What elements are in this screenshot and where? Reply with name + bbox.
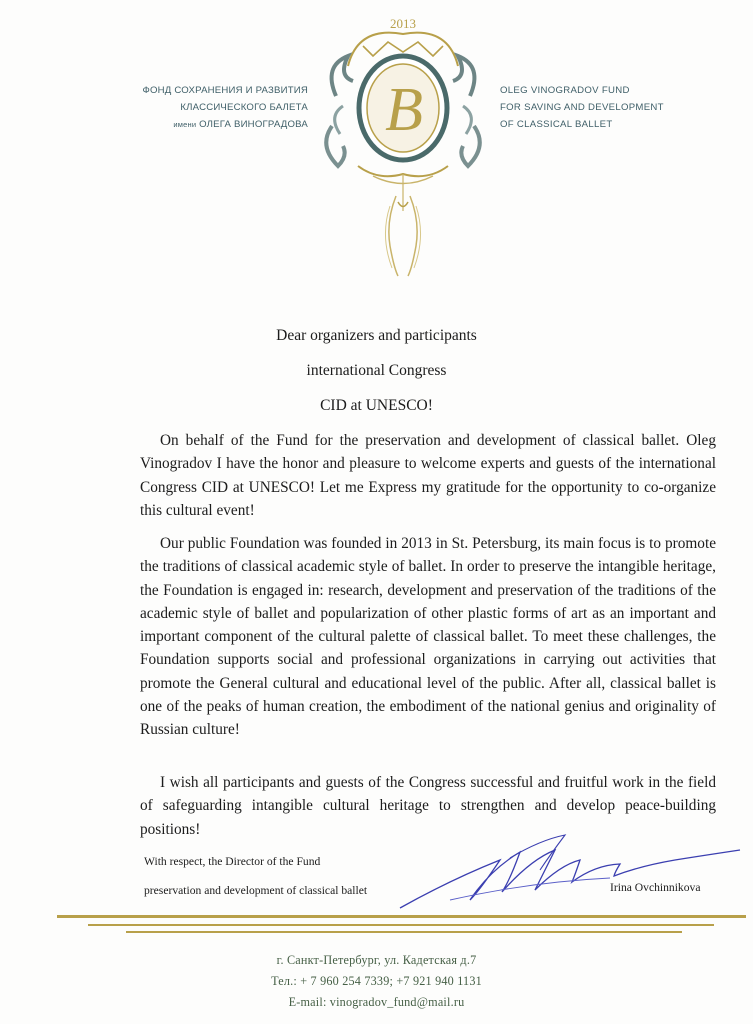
fund-name-en-line-3: OF CLASSICAL BALLET (500, 119, 613, 130)
fund-name-ru-small: имени (173, 120, 197, 129)
handwritten-signature (390, 820, 750, 920)
footer-rule-top (57, 915, 746, 918)
emblem-year: 2013 (390, 16, 416, 31)
paragraph-foundation: Our public Foundation was founded in 2013 in St. Petersburg, its main focus is to promote the traditions of classical academic style of ballet. In order to preserve the intangible heritage, the Foundation is engaged in: research, development and preservation of the traditions of the academic style of ballet and popularization of other plastic forms of art as an important and important component of the cultural palette of classical ballet. To meet these challenges, the Foundation supports social and professional organizations in carrying out activities that promote the General cultural and educational level of the public. After all, classical ballet is one of the peaks of human creation, the embodiment of the national genius and originality of Russian culture! (140, 535, 716, 739)
fund-name-ru-line-1: ФОНД СОХРАНЕНИЯ И РАЗВИТИЯ (142, 85, 308, 96)
footer-rule-middle (88, 924, 714, 926)
fund-name-en-line-2: FOR SAVING AND DEVELOPMENT (500, 102, 664, 113)
footer-rule-bottom (126, 931, 682, 933)
salutation-line-2: international Congress (306, 362, 447, 379)
fund-emblem-logo (318, 6, 488, 286)
footer-email: E-mail: vinogradov_fund@mail.ru (288, 995, 465, 1009)
emblem-letter: B (385, 76, 423, 144)
footer-address: г. Санкт-Петербург, ул. Кадетская д.7 (276, 953, 477, 967)
fund-name-russian (100, 82, 308, 133)
salutation-line-1: Dear organizers and participants (276, 327, 477, 344)
fund-name-ru-last: ОЛЕГА ВИНОГРАДОВА (199, 119, 308, 130)
fund-name-ru-line-2: КЛАССИЧЕСКОГО БАЛЕТА (180, 102, 308, 113)
paragraph-welcome: On behalf of the Fund for the preservation and development of classical ballet. Oleg Vinogradov I have the honor and pleasure to welcome experts and guests of the international Congress CID at UNESCO! Let me Express my gratitude for the opportunity to co-organize this cultural event! (140, 432, 716, 519)
salutation-line-3: CID at UNESCO! (320, 397, 433, 414)
paragraph-wishes: I wish all participants and guests of the Congress successful and fruitful work in the field of safeguarding intangible cultural heritage to strengthen and develop peace-building positions! (140, 774, 716, 838)
closing-line-2: preservation and development of classical ballet (144, 884, 368, 897)
fund-name-en-line-1: OLEG VINOGRADOV FUND (500, 85, 630, 96)
fund-name-english (500, 82, 730, 133)
footer-phones: Тел.: + 7 960 254 7339; +7 921 940 1131 (271, 974, 482, 988)
closing-line-1: With respect, the Director of the Fund (144, 855, 321, 868)
director-name: Irina Ovchinnikova (610, 881, 701, 894)
fund-name-ru-line-3 (100, 116, 308, 133)
